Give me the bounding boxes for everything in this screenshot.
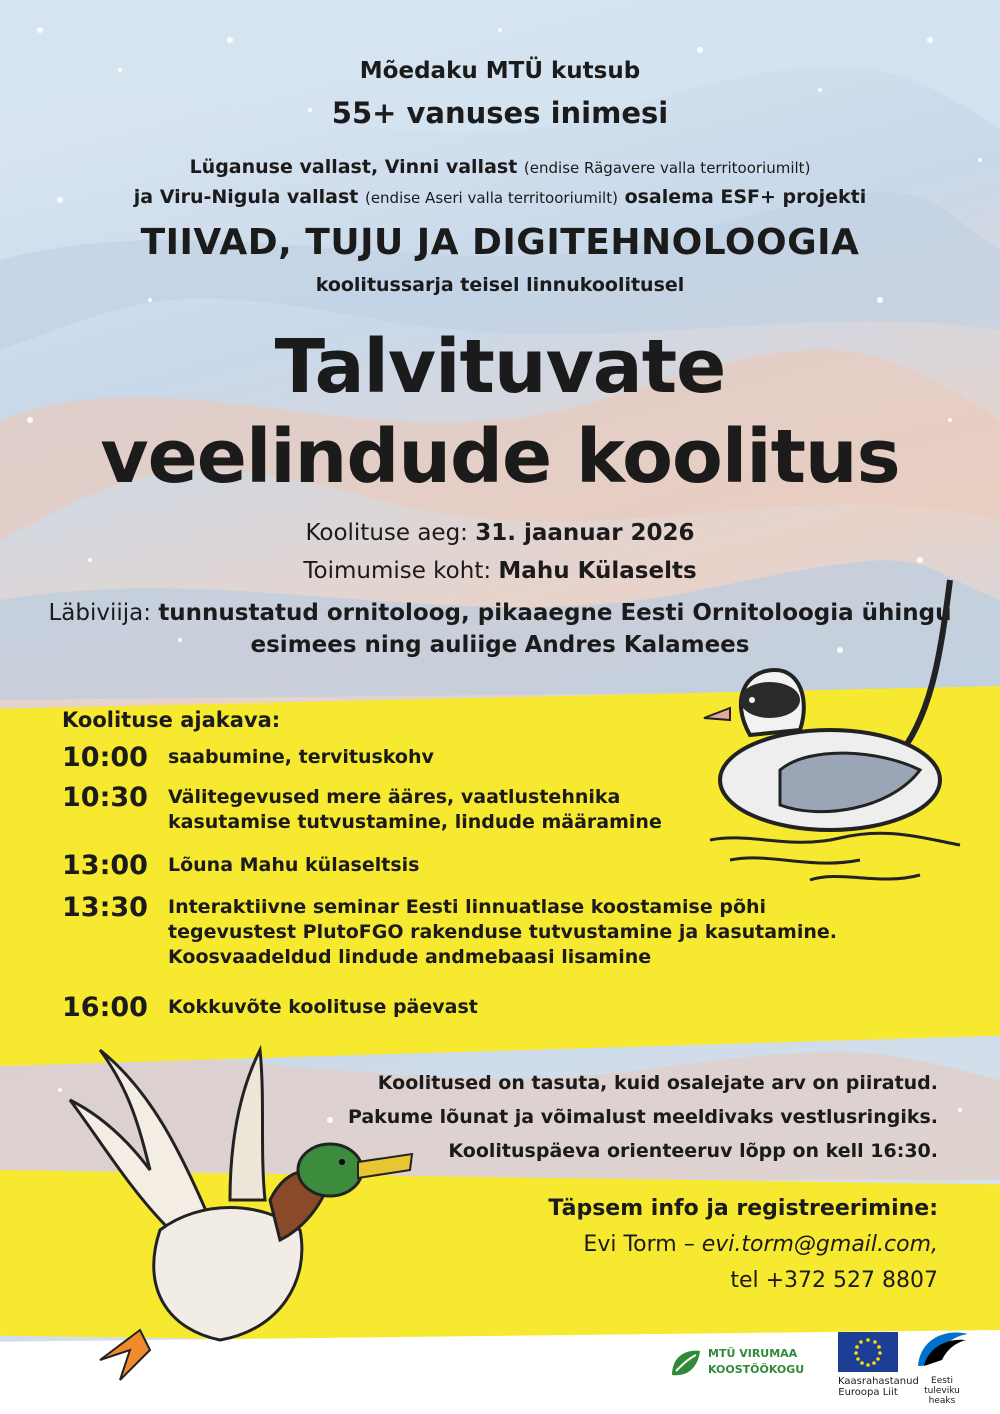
eu-logo: Kaasrahastanud Euroopa Liit (838, 1332, 898, 1402)
note-end-time: Koolituspäeva orienteeruv lõpp on kell 16:30. (448, 1140, 938, 1162)
note-free: Koolitused on tasuta, kuid osalejate arv on piiratud. (377, 1072, 938, 1094)
contact-phone: tel +372 527 8807 (730, 1268, 938, 1293)
schedule-desc: Lõuna Mahu külaseltsis (168, 854, 420, 876)
virumaa-logo: MTÜ VIRUMAA KOOSTÖÖKOGU (668, 1345, 798, 1395)
inviter-text: Mõedaku MTÜ kutsub (359, 58, 641, 84)
contact-person: Evi Torm – evi.torm@gmail.com, (583, 1232, 938, 1257)
contact-email[interactable]: evi.torm@gmail.com, (701, 1232, 938, 1257)
training-leader-2: esimees ning auliige Andres Kalamees (250, 632, 750, 658)
mallard-illustration (60, 1030, 420, 1410)
estonia-logo: Eesti tuleviku heaks (910, 1326, 974, 1406)
contact-heading: Täpsem info ja registreerimine: (548, 1196, 938, 1221)
schedule-desc: Kokkuvõte koolituse päevast (168, 996, 478, 1018)
schedule-item (62, 892, 842, 974)
municipality-line-2: ja Viru-Nigula vallast (endise Aseri valla territooriumilt) osalema ESF+ projekti (133, 186, 867, 208)
schedule-time: 10:00 (62, 742, 148, 773)
schedule-heading: Koolituse ajakava: (62, 708, 281, 732)
schedule-desc: Välitegevused mere ääres, vaatlustehnika kasutamise tutvustamine, lindude määramine (168, 786, 662, 833)
note-lunch: Pakume lõunat ja võimalust meeldivaks vestlusringiks. (347, 1106, 938, 1128)
eu-flag-icon (838, 1332, 898, 1372)
schedule-item (62, 742, 842, 772)
training-place: Toimumise koht: Mahu Külaselts (303, 558, 697, 584)
schedule-time: 16:00 (62, 992, 148, 1023)
schedule-desc: saabumine, tervituskohv (168, 746, 434, 768)
municipality-line-1: Lüganuse vallast, Vinni vallast (endise Rägavere valla territooriumilt) (189, 156, 811, 178)
series-text: koolitussarja teisel linnukoolitusel (315, 274, 685, 296)
schedule-item (62, 850, 842, 880)
page-title: Talvituvate veelindude koolitus (100, 324, 900, 500)
schedule-time: 13:00 (62, 850, 148, 881)
schedule-time: 13:30 (62, 892, 148, 923)
schedule-item (62, 782, 842, 838)
training-date: Koolituse aeg: 31. jaanuar 2026 (305, 520, 695, 546)
schedule-item (62, 992, 842, 1022)
estonia-swallow-icon (910, 1326, 974, 1372)
schedule-desc: Interaktiivne seminar Eesti linnuatlase koostamise põhi tegevustest PlutoFGO rakenduse tutvustamine ja kasutamine. Koosvaadeldud lindude andmebaasi lisamine (168, 896, 837, 968)
training-leader: Läbiviija: tunnustatud ornitoloog, pikaaegne Eesti Ornitoloogia ühingu (48, 600, 952, 626)
schedule-time: 10:30 (62, 782, 148, 813)
audience-text: 55+ vanuses inimesi (331, 96, 669, 130)
project-name: TIIVAD, TUJU JA DIGITEHNOLOOGIA (140, 222, 860, 263)
virumaa-leaf-icon (668, 1345, 704, 1381)
